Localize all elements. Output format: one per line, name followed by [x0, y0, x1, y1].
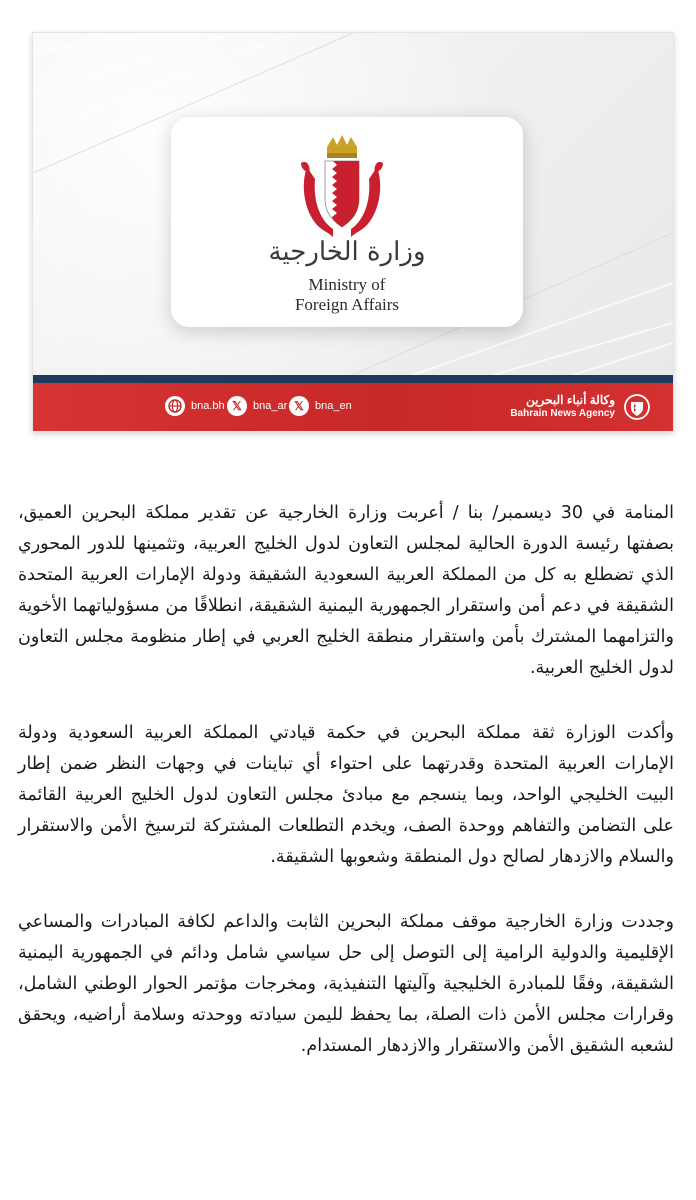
bna-emblem-icon — [623, 393, 651, 421]
ministry-name-arabic: وزارة الخارجية — [268, 237, 426, 267]
agency-footer-bar — [33, 383, 673, 431]
social-handle-x-ar: bna_ar — [253, 400, 288, 412]
ministry-logo-card — [171, 117, 523, 327]
ministry-name-line1: Ministry of — [308, 275, 386, 294]
article-paragraph: المنامة في 30 ديسمبر/ بنا / أعربت وزارة الخارجية عن تقدير مملكة البحرين العميق، بصفتها رئيسة الدورة الحالية لمجلس التعاون لدول الخليج العربية، وتثمينها للدور المحوري الذي تضطلع به كل من المملكة العربية السعودية الشقيقة ودولة الإمارات العربية المتحدة الشقيقة في دعم أمن واستقرار الجمهورية اليمنية الشقيقة، انطلاقًا من مسؤولياتهما الأخوية والتزامهما المشترك بأمن واستقرار منطقة الخليج العربي في إطار منظومة مجلس التعاون لدول الخليج العربية. — [18, 503, 675, 678]
bna-logo — [510, 389, 651, 425]
agency-name-english: Bahrain News Agency — [510, 408, 615, 419]
globe-icon — [165, 396, 185, 416]
social-handle-x-en: bna_en — [315, 400, 352, 412]
ministry-name-line2: Foreign Affairs — [294, 295, 400, 314]
hero-background — [33, 33, 673, 375]
x-logo-icon: 𝕏 — [289, 396, 309, 416]
agency-name — [510, 394, 615, 420]
ministry-name-english — [171, 275, 523, 315]
article-body — [18, 498, 674, 1096]
navy-band — [33, 375, 673, 383]
news-image-card — [32, 32, 674, 432]
social-x-english[interactable] — [289, 395, 352, 417]
bahrain-crest-icon — [299, 133, 385, 241]
article-paragraph: وأكدت الوزارة ثقة مملكة البحرين في حكمة قيادتي المملكة العربية السعودية ودولة الإمارات العربية المتحدة وقدرتهما على احتواء أي تباينات في وجهات النظر ضمن إطار البيت الخليجي الواحد، وبما ينسجم مع مبادئ مجلس التعاون لدول الخليج العربية القائمة على التضامن والتفاهم ووحدة الصف، ويخدم التطلعات المشتركة لترسيخ الأمن والاستقرار والسلام والازدهار لصالح دول المنطقة وشعوبها الشقيقة. — [18, 723, 674, 867]
social-x-arabic[interactable] — [227, 395, 287, 417]
x-logo-icon: 𝕏 — [227, 396, 247, 416]
social-handle-web: bna.bh — [191, 400, 225, 412]
agency-name-arabic: وكالة أنباء البحرين — [526, 393, 615, 407]
article-paragraph: وجددت وزارة الخارجية موقف مملكة البحرين الثابت والداعم لكافة المبادرات والمساعي الإقليمية والدولية الرامية إلى التوصل إلى حل سياسي شامل ودائم في الجمهورية اليمنية الشقيقة، وفقًا للمبادرة الخليجية وآليتها التنفيذية، ومخرجات مؤتمر الحوار الوطني الشامل، وقرارات مجلس الأمن ذات الصلة، بما يحفظ لليمن سيادته ووحدته وسلامة أراضيه، ويحقق لشعبه الشقيق الأمن والاستقرار والازدهار المستدام. — [18, 912, 674, 1056]
social-web[interactable] — [165, 395, 225, 417]
